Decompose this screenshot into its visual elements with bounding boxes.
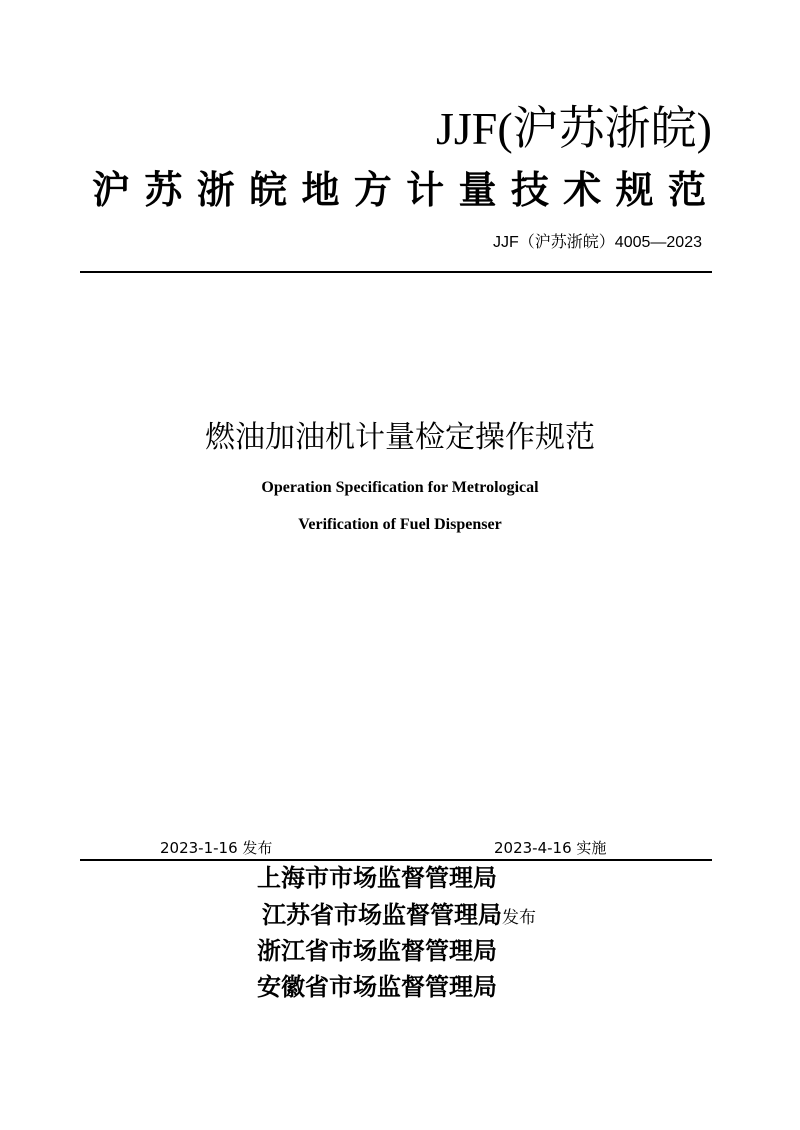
document-title-english-line2: Verification of Fuel Dispenser <box>298 516 502 533</box>
issuer-jiangsu-row <box>262 899 536 934</box>
issuer-anhui: 安徽省市场监督管理局 <box>257 972 497 1001</box>
specification-type-heading: 沪苏浙皖地方计量技术规范 <box>92 167 708 212</box>
bottom-divider <box>80 859 712 861</box>
document-title-chinese: 燃油加油机计量检定操作规范 <box>205 420 595 455</box>
issuer-shanghai: 上海市市场监督管理局 <box>257 863 497 892</box>
issued-label: 发布 <box>502 908 536 928</box>
issue-date: 2023-1-16 发布 <box>160 839 273 857</box>
standard-number: JJF（沪苏浙皖）4005—2023 <box>493 234 702 251</box>
issuer-zhejiang: 浙江省市场监督管理局 <box>257 936 497 965</box>
issuer-jiangsu: 江苏省市场监督管理局 <box>262 900 502 929</box>
document-title-english-line1: Operation Specification for Metrological <box>261 479 539 496</box>
top-divider <box>80 271 712 273</box>
implementation-date: 2023-4-16 实施 <box>494 839 607 857</box>
standard-code-heading: JJF(沪苏浙皖) <box>435 103 712 154</box>
